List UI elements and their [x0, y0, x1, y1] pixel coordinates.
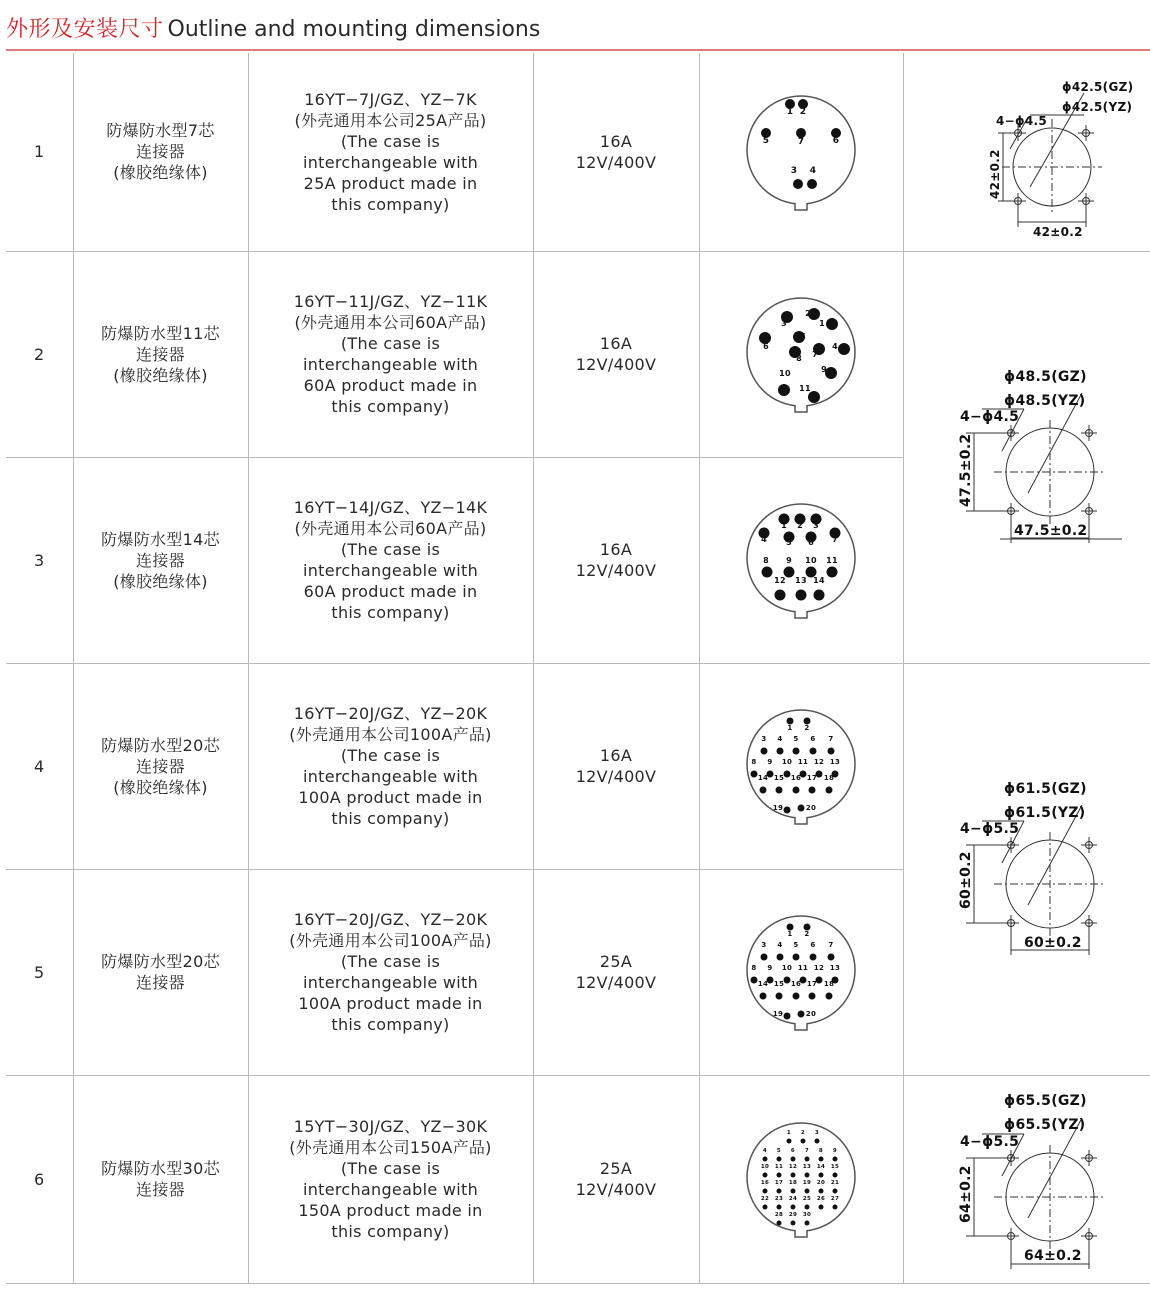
pin-number-label: 13	[802, 1164, 812, 1170]
pin-number-label: 11	[797, 964, 809, 972]
pin-number-label: 2	[797, 521, 803, 530]
dim-horizontal: 47.5±0.2	[1013, 523, 1088, 539]
pin-number-label: 2	[804, 724, 810, 732]
pin-layout-cell	[699, 663, 903, 869]
pin-number-label: 4	[762, 1148, 768, 1154]
pin-layout-cell	[699, 457, 903, 663]
pin-group	[759, 308, 850, 403]
pin-number-label: 11	[774, 1164, 784, 1170]
model-number: 16YT−14J/GZ、YZ−14K (外壳通用本公司60A产品) (The case is interchangeable with 60A product made in this company)	[248, 457, 533, 663]
pin-number-label: 3	[790, 165, 798, 176]
pin-contact	[805, 1173, 810, 1178]
pin-number-label: 13	[829, 964, 841, 972]
pin-number-label: 9	[767, 964, 773, 972]
pin-number-label: 16	[760, 1180, 770, 1186]
pin-group	[761, 1130, 839, 1226]
pin-number-label: 10	[781, 758, 793, 766]
pin-number-label: 5	[793, 941, 799, 949]
pin-number-label: 4	[809, 165, 817, 176]
pin-contact	[791, 1205, 796, 1210]
pin-contact	[801, 1139, 806, 1144]
pin-contact	[761, 954, 768, 961]
electrical-rating: 16A 12V/400V	[533, 53, 699, 251]
table-row	[6, 53, 1150, 251]
pin-number-label: 14	[757, 980, 769, 988]
model-number: 15YT−30J/GZ、YZ−30K (外壳通用本公司150A产品) (The case is interchangeable with 150A product made in this company)	[248, 1075, 533, 1283]
dim-gz: ϕ61.5(GZ)	[1003, 781, 1087, 797]
pin-layout-diagram	[741, 706, 861, 826]
mounting-dimension-drawing	[912, 1079, 1142, 1279]
pin-contact	[810, 748, 817, 755]
pin-contact	[763, 1157, 768, 1162]
row-number: 4	[6, 663, 73, 869]
dim-holes: 4−ϕ5.5	[959, 821, 1019, 837]
pin-number-label: 7	[797, 136, 805, 147]
pin-number-label: 7	[828, 735, 834, 743]
table-row	[6, 251, 1150, 457]
pin-layout-diagram	[741, 92, 861, 212]
pin-contact	[784, 771, 791, 778]
pin-number-label: 1	[787, 724, 793, 732]
pin-contact	[761, 748, 768, 755]
electrical-rating: 16A 12V/400V	[533, 663, 699, 869]
model-number: 16YT−20J/GZ、YZ−20K (外壳通用本公司100A产品) (The case is interchangeable with 100A product made in this company)	[248, 869, 533, 1075]
pin-number-label: 13	[795, 576, 807, 585]
pin-contact	[763, 1205, 768, 1210]
pin-number-label: 2	[804, 930, 810, 938]
pin-number-label: 6	[763, 342, 769, 351]
pin-contact	[776, 993, 783, 1000]
model-number: 16YT−11J/GZ、YZ−11K (外壳通用本公司60A产品) (The case is interchangeable with 60A product made in this company)	[248, 251, 533, 457]
pin-number-label: 19	[772, 1010, 784, 1018]
pin-layout-cell	[699, 53, 903, 251]
dim-gz: ϕ65.5(GZ)	[1003, 1093, 1087, 1109]
row-number: 1	[6, 53, 73, 251]
row-number: 6	[6, 1075, 73, 1283]
pin-contact	[784, 977, 791, 984]
pin-number-label: 7	[828, 941, 834, 949]
pin-number-label: 3	[814, 1130, 820, 1136]
pin-number-label: 16	[790, 774, 802, 782]
pin-number-label: 1	[819, 319, 825, 328]
dim-vertical: 60±0.2	[957, 851, 974, 909]
pin-contact	[805, 1221, 810, 1226]
mounting-dimension-drawing	[912, 357, 1142, 557]
pin-number-label: 23	[774, 1196, 784, 1202]
pin-number-label: 1	[786, 1130, 792, 1136]
pin-number-label: 14	[757, 774, 769, 782]
pin-number-label: 9	[821, 365, 827, 374]
pin-contact	[787, 1139, 792, 1144]
pin-contact	[777, 1221, 782, 1226]
pin-contact	[760, 993, 767, 1000]
pin-number-label: 3	[761, 735, 767, 743]
pin-contact	[777, 748, 784, 755]
electrical-rating: 16A 12V/400V	[533, 457, 699, 663]
pin-number-label: 5	[776, 1148, 782, 1154]
pin-number-label: 7	[812, 350, 818, 359]
pin-contact	[751, 977, 758, 984]
pin-contact	[838, 343, 850, 355]
dimension-cell	[903, 1075, 1150, 1283]
pin-number-label: 9	[832, 1148, 838, 1154]
pin-number-label: 12	[788, 1164, 798, 1170]
pin-contact	[793, 787, 800, 794]
pin-number-label: 6	[810, 735, 816, 743]
pin-number-label: 17	[806, 980, 818, 988]
pin-contact	[791, 1189, 796, 1194]
row-number: 5	[6, 869, 73, 1075]
product-name: 防爆防水型14芯 连接器 (橡胶绝缘体)	[73, 457, 248, 663]
pin-number-label: 4	[832, 342, 838, 351]
title-divider	[6, 49, 1150, 51]
pin-contact	[809, 993, 816, 1000]
pin-contact	[775, 590, 786, 601]
pin-number-label: 11	[799, 384, 811, 393]
pin-contact	[833, 1189, 838, 1194]
pin-number-label: 27	[830, 1196, 840, 1202]
pin-contact	[777, 954, 784, 961]
dim-holes: 4−ϕ4.5	[995, 113, 1047, 128]
pin-number-label: 10	[760, 1164, 770, 1170]
pin-group	[751, 718, 841, 814]
pin-number-label: 10	[781, 964, 793, 972]
pin-number-label: 22	[760, 1196, 770, 1202]
pin-number-label: 29	[788, 1212, 798, 1218]
dimension-cell	[903, 53, 1150, 251]
pin-contact	[791, 1157, 796, 1162]
pin-number-label: 1	[786, 106, 794, 117]
pin-layout-diagram	[741, 912, 861, 1032]
pin-number-label: 13	[829, 758, 841, 766]
row-number: 3	[6, 457, 73, 663]
dim-horizontal: 60±0.2	[1023, 935, 1082, 951]
pin-number-label: 14	[816, 1164, 826, 1170]
pin-number-label: 8	[763, 556, 769, 565]
pin-contact	[833, 1157, 838, 1162]
pin-number-label: 12	[774, 576, 786, 585]
pin-contact	[826, 787, 833, 794]
pin-contact	[798, 805, 805, 812]
pin-contact	[819, 1173, 824, 1178]
pin-contact	[819, 1189, 824, 1194]
pin-number-label: 6	[810, 941, 816, 949]
pin-number-label: 6	[790, 1148, 796, 1154]
pin-contact	[793, 179, 803, 189]
pin-contact	[763, 1173, 768, 1178]
pin-contact	[784, 807, 791, 814]
pin-contact	[828, 954, 835, 961]
pin-layout-diagram	[741, 294, 861, 414]
pin-layout-cell	[699, 1075, 903, 1283]
pin-number-label: 21	[830, 1180, 840, 1186]
pin-number-label: 6	[832, 135, 840, 146]
pin-number-label: 15	[830, 1164, 840, 1170]
pin-contact	[776, 787, 783, 794]
dim-horizontal: 64±0.2	[1023, 1248, 1082, 1264]
pin-number-label: 8	[796, 354, 802, 363]
pin-number-label: 25	[802, 1196, 812, 1202]
pin-number-label: 19	[802, 1180, 812, 1186]
pin-number-label: 11	[797, 758, 809, 766]
pin-number-label: 8	[751, 758, 757, 766]
pin-contact	[778, 384, 790, 396]
pin-number-label: 12	[813, 758, 825, 766]
pin-contact	[762, 567, 773, 578]
pin-contact	[777, 1157, 782, 1162]
section-title	[6, 12, 540, 46]
pin-layout-cell	[699, 869, 903, 1075]
pin-contact	[751, 771, 758, 778]
dim-vertical: 47.5±0.2	[957, 433, 974, 507]
pin-number-label: 3	[761, 941, 767, 949]
pin-contact	[814, 590, 825, 601]
pin-contact	[798, 1011, 805, 1018]
dim-gz: ϕ42.5(GZ)	[1061, 79, 1134, 94]
pin-number-label: 17	[806, 774, 818, 782]
pin-contact	[791, 1221, 796, 1226]
section-title-cn: 外形及安装尺寸	[6, 17, 164, 42]
pin-number-label: 10	[805, 556, 817, 565]
electrical-rating: 25A 12V/400V	[533, 869, 699, 1075]
pin-contact	[807, 179, 817, 189]
pin-contact	[827, 567, 838, 578]
pin-contact	[810, 954, 817, 961]
spec-table	[6, 53, 1150, 1284]
pin-contact	[805, 1157, 810, 1162]
pin-group	[751, 924, 841, 1020]
pin-contact	[833, 1173, 838, 1178]
pin-number-label: 5	[762, 135, 770, 146]
pin-layout-cell	[699, 251, 903, 457]
pin-number-label: 2	[805, 309, 811, 318]
pin-number-label: 18	[823, 774, 835, 782]
dim-yz: ϕ48.5(YZ)	[1003, 393, 1086, 409]
pin-contact	[796, 590, 807, 601]
pin-number-label: 15	[773, 774, 785, 782]
pin-contact	[791, 1173, 796, 1178]
pin-number-label: 3	[813, 521, 819, 530]
pin-number-label: 16	[790, 980, 802, 988]
pin-contact	[777, 1189, 782, 1194]
pin-number-label: 8	[751, 964, 757, 972]
dim-holes: 4−ϕ4.5	[959, 409, 1019, 425]
pin-contact	[805, 1189, 810, 1194]
pin-contact	[777, 1205, 782, 1210]
pin-layout-diagram	[741, 500, 861, 620]
pin-contact	[793, 993, 800, 1000]
pin-number-label: 28	[774, 1212, 784, 1218]
pin-number-label: 5	[800, 332, 806, 341]
pin-contact	[819, 1205, 824, 1210]
product-name: 防爆防水型20芯 连接器	[73, 869, 248, 1075]
dim-gz: ϕ48.5(GZ)	[1003, 369, 1087, 385]
pin-number-label: 9	[786, 556, 792, 565]
dim-horizontal: 42±0.2	[1032, 224, 1083, 237]
pin-number-label: 7	[804, 1148, 810, 1154]
pin-number-label: 8	[818, 1148, 824, 1154]
row-number: 2	[6, 251, 73, 457]
pin-number-label: 5	[786, 538, 792, 547]
pin-number-label: 4	[777, 941, 783, 949]
pin-number-label: 24	[788, 1196, 798, 1202]
dim-vertical: 64±0.2	[957, 1165, 974, 1223]
dim-yz: ϕ61.5(YZ)	[1003, 805, 1086, 821]
pin-number-label: 15	[773, 980, 785, 988]
model-number: 16YT−7J/GZ、YZ−7K (外壳通用本公司25A产品) (The case is interchangeable with 25A product made in this company)	[248, 53, 533, 251]
electrical-rating: 25A 12V/400V	[533, 1075, 699, 1283]
table-row	[6, 663, 1150, 869]
pin-number-label: 5	[793, 735, 799, 743]
pin-contact	[809, 787, 816, 794]
model-number: 16YT−20J/GZ、YZ−20K (外壳通用本公司100A产品) (The case is interchangeable with 100A product made in this company)	[248, 663, 533, 869]
pin-number-label: 10	[779, 369, 791, 378]
product-name: 防爆防水型11芯 连接器 (橡胶绝缘体)	[73, 251, 248, 457]
dimension-cell	[903, 663, 1150, 1075]
section-title-en: Outline and mounting dimensions	[167, 17, 541, 42]
dimension-cell	[903, 251, 1150, 663]
pin-contact	[819, 1157, 824, 1162]
pin-number-label: 4	[777, 735, 783, 743]
pin-number-label: 20	[805, 1010, 817, 1018]
pin-number-label: 18	[788, 1180, 798, 1186]
pin-number-label: 1	[781, 521, 787, 530]
pin-contact	[826, 993, 833, 1000]
mounting-dimension-drawing	[912, 67, 1142, 237]
dim-vertical: 42±0.2	[987, 148, 1002, 199]
pin-layout-diagram	[741, 1119, 861, 1239]
pin-number-label: 2	[799, 106, 807, 117]
pin-contact	[833, 1205, 838, 1210]
pin-number-label: 20	[816, 1180, 826, 1186]
dim-yz: ϕ65.5(YZ)	[1003, 1117, 1086, 1133]
pin-number-label: 11	[826, 556, 838, 565]
pin-number-label: 20	[805, 804, 817, 812]
pin-number-label: 4	[761, 535, 767, 544]
dim-yz: ϕ42.5(YZ)	[1061, 99, 1132, 114]
dim-holes: 4−ϕ5.5	[959, 1134, 1019, 1150]
pin-contact	[815, 1139, 820, 1144]
pin-contact	[760, 787, 767, 794]
pin-number-label: 9	[767, 758, 773, 766]
pin-number-label: 1	[787, 930, 793, 938]
pin-group	[759, 514, 841, 601]
pin-number-label: 18	[823, 980, 835, 988]
product-name: 防爆防水型20芯 连接器 (橡胶绝缘体)	[73, 663, 248, 869]
pin-contact	[763, 1189, 768, 1194]
pin-number-label: 30	[802, 1212, 812, 1218]
pin-number-label: 2	[800, 1130, 806, 1136]
pin-number-label: 3	[781, 319, 787, 328]
pin-contact	[777, 1173, 782, 1178]
table-row	[6, 1075, 1150, 1283]
pin-number-label: 6	[808, 538, 814, 547]
pin-contact	[793, 954, 800, 961]
pin-number-label: 7	[832, 535, 838, 544]
pin-contact	[826, 318, 838, 330]
pin-group	[761, 99, 841, 189]
electrical-rating: 16A 12V/400V	[533, 251, 699, 457]
mounting-dimension-drawing	[912, 769, 1142, 969]
pin-number-label: 14	[813, 576, 825, 585]
product-name: 防爆防水型7芯 连接器 (橡胶绝缘体)	[73, 53, 248, 251]
product-name: 防爆防水型30芯 连接器	[73, 1075, 248, 1283]
pin-number-label: 12	[813, 964, 825, 972]
pin-contact	[828, 748, 835, 755]
pin-number-label: 26	[816, 1196, 826, 1202]
pin-contact	[784, 1013, 791, 1020]
pin-contact	[793, 748, 800, 755]
pin-number-label: 17	[774, 1180, 784, 1186]
pin-contact	[805, 1205, 810, 1210]
pin-number-label: 19	[772, 804, 784, 812]
